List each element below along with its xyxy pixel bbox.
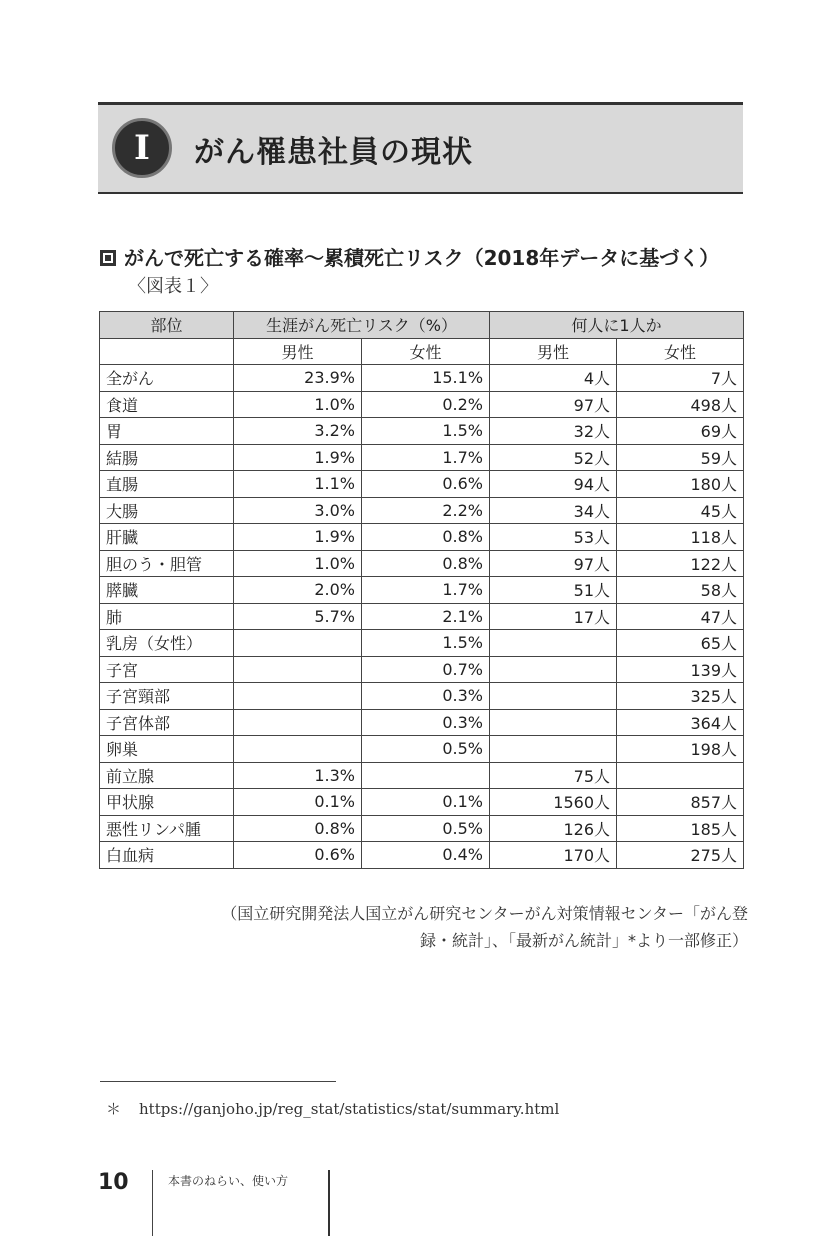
table-subheader-row [100, 338, 744, 365]
cell-risk-m [234, 630, 362, 657]
cell-people-m: 94人 [490, 471, 617, 498]
subheader-blank [100, 338, 234, 365]
cell-risk-f: 1.7% [362, 577, 490, 604]
table-row [100, 603, 744, 630]
cell-risk-m: 1.0% [234, 550, 362, 577]
table-row [100, 577, 744, 604]
cell-people-m: 1560人 [490, 789, 617, 816]
table-row [100, 762, 744, 789]
cell-part: 全がん [100, 365, 234, 392]
cell-risk-f: 0.8% [362, 524, 490, 551]
table-row [100, 497, 744, 524]
cell-people-m [490, 709, 617, 736]
cell-part: 白血病 [100, 842, 234, 869]
cell-risk-m: 0.1% [234, 789, 362, 816]
cell-people-m: 17人 [490, 603, 617, 630]
cell-people-m [490, 630, 617, 657]
cell-people-m: 53人 [490, 524, 617, 551]
cell-people-m: 51人 [490, 577, 617, 604]
cell-risk-f: 0.6% [362, 471, 490, 498]
cell-people-m: 170人 [490, 842, 617, 869]
table-row [100, 789, 744, 816]
cell-risk-m: 1.1% [234, 471, 362, 498]
subheader-people-male: 男性 [490, 338, 617, 365]
cell-risk-f: 0.5% [362, 736, 490, 763]
table-row [100, 815, 744, 842]
section-heading [100, 242, 719, 271]
cell-risk-f: 2.2% [362, 497, 490, 524]
cell-part: 卵巣 [100, 736, 234, 763]
cell-risk-m: 1.3% [234, 762, 362, 789]
cell-people-m: 4人 [490, 365, 617, 392]
page-number: 10 [98, 1170, 129, 1195]
cell-risk-m: 3.0% [234, 497, 362, 524]
cell-people-m: 97人 [490, 391, 617, 418]
cell-part: 前立腺 [100, 762, 234, 789]
cell-part: 直腸 [100, 471, 234, 498]
cell-risk-m [234, 736, 362, 763]
cell-risk-m: 23.9% [234, 365, 362, 392]
cell-people-f: 185人 [617, 815, 744, 842]
cell-risk-f: 0.7% [362, 656, 490, 683]
cell-people-f: 180人 [617, 471, 744, 498]
cell-people-m: 34人 [490, 497, 617, 524]
cell-risk-f: 1.5% [362, 418, 490, 445]
cell-risk-f: 0.5% [362, 815, 490, 842]
header-one-in-n: 何人に1人か [490, 312, 744, 339]
header-lifetime-risk: 生涯がん死亡リスク（%） [234, 312, 490, 339]
table-row [100, 444, 744, 471]
header-part: 部位 [100, 312, 234, 339]
source-note-line-2: 録・統計」、「最新がん統計」*より一部修正） [419, 931, 748, 950]
cell-people-f: 857人 [617, 789, 744, 816]
cell-part: 大腸 [100, 497, 234, 524]
table-row [100, 656, 744, 683]
cell-risk-m: 5.7% [234, 603, 362, 630]
cell-people-f: 118人 [617, 524, 744, 551]
cell-people-f: 69人 [617, 418, 744, 445]
cell-risk-f: 0.2% [362, 391, 490, 418]
cell-risk-m: 0.8% [234, 815, 362, 842]
cell-risk-f: 1.7% [362, 444, 490, 471]
cell-risk-m: 0.6% [234, 842, 362, 869]
cell-people-m: 52人 [490, 444, 617, 471]
cell-people-f: 122人 [617, 550, 744, 577]
table-header-row [100, 312, 744, 339]
cell-people-f [617, 762, 744, 789]
cell-risk-f: 15.1% [362, 365, 490, 392]
cell-part: 胆のう・胆管 [100, 550, 234, 577]
cell-people-m: 97人 [490, 550, 617, 577]
cell-people-f: 65人 [617, 630, 744, 657]
cell-part: 肝臓 [100, 524, 234, 551]
source-note-line-1: （国立研究開発法人国立がん研究センターがん対策情報センター「がん登 [221, 904, 748, 923]
cell-people-f: 364人 [617, 709, 744, 736]
cell-people-f: 198人 [617, 736, 744, 763]
subheader-people-female: 女性 [617, 338, 744, 365]
figure-label: 〈図表１〉 [128, 276, 218, 297]
cell-risk-m [234, 656, 362, 683]
chapter-banner [98, 102, 743, 194]
footer-divider-left [152, 1170, 153, 1236]
cell-part: 子宮体部 [100, 709, 234, 736]
table-row [100, 471, 744, 498]
cell-risk-f: 0.3% [362, 683, 490, 710]
cell-people-m: 75人 [490, 762, 617, 789]
cell-people-f: 498人 [617, 391, 744, 418]
cell-part: 食道 [100, 391, 234, 418]
cell-risk-f: 2.1% [362, 603, 490, 630]
cell-part: 子宮 [100, 656, 234, 683]
cell-people-f: 275人 [617, 842, 744, 869]
footer-divider-right [328, 1170, 330, 1236]
cell-part: 悪性リンパ腫 [100, 815, 234, 842]
cell-part: 胃 [100, 418, 234, 445]
cell-part: 肺 [100, 603, 234, 630]
cell-part: 結腸 [100, 444, 234, 471]
cell-risk-f [362, 762, 490, 789]
cell-people-m: 126人 [490, 815, 617, 842]
cell-part: 甲状腺 [100, 789, 234, 816]
cell-risk-m [234, 709, 362, 736]
cell-people-m [490, 683, 617, 710]
table-row [100, 418, 744, 445]
cell-risk-m: 1.9% [234, 444, 362, 471]
cell-part: 子宮頸部 [100, 683, 234, 710]
cell-risk-f: 0.8% [362, 550, 490, 577]
table-row [100, 683, 744, 710]
cell-part: 乳房（女性） [100, 630, 234, 657]
chapter-number-badge: I [112, 118, 172, 178]
cell-part: 膵臓 [100, 577, 234, 604]
cell-risk-m: 1.0% [234, 391, 362, 418]
cell-people-f: 59人 [617, 444, 744, 471]
table-row [100, 736, 744, 763]
cell-people-f: 47人 [617, 603, 744, 630]
cell-people-m [490, 656, 617, 683]
cancer-risk-table [99, 311, 744, 869]
cell-risk-m [234, 683, 362, 710]
table-row [100, 524, 744, 551]
subheader-risk-male: 男性 [234, 338, 362, 365]
table-row [100, 709, 744, 736]
cell-people-f: 139人 [617, 656, 744, 683]
cell-risk-f: 0.3% [362, 709, 490, 736]
footnote-divider [100, 1081, 336, 1082]
cell-people-m [490, 736, 617, 763]
section-heading-text: がんで死亡する確率〜累積死亡リスク（2018年データに基づく） [124, 246, 720, 270]
table-row [100, 550, 744, 577]
cell-people-f: 7人 [617, 365, 744, 392]
footnote-mark: ＊ [106, 1100, 122, 1118]
chapter-title: がん罹患社員の現状 [194, 135, 473, 170]
cell-people-f: 45人 [617, 497, 744, 524]
table-row [100, 365, 744, 392]
source-note [108, 900, 748, 954]
cell-people-f: 58人 [617, 577, 744, 604]
cell-risk-f: 1.5% [362, 630, 490, 657]
cell-risk-m: 1.9% [234, 524, 362, 551]
footnote [106, 1098, 559, 1119]
table-row [100, 391, 744, 418]
running-title: 本書のねらい、使い方 [168, 1174, 289, 1188]
cell-risk-m: 3.2% [234, 418, 362, 445]
cell-risk-m: 2.0% [234, 577, 362, 604]
cell-people-m: 32人 [490, 418, 617, 445]
cell-risk-f: 0.4% [362, 842, 490, 869]
square-bullet-icon [100, 250, 116, 266]
table-row [100, 630, 744, 657]
cell-risk-f: 0.1% [362, 789, 490, 816]
subheader-risk-female: 女性 [362, 338, 490, 365]
table-row [100, 842, 744, 869]
cell-people-f: 325人 [617, 683, 744, 710]
footnote-url: https://ganjoho.jp/reg_stat/statistics/stat/summary.html [139, 1100, 560, 1118]
